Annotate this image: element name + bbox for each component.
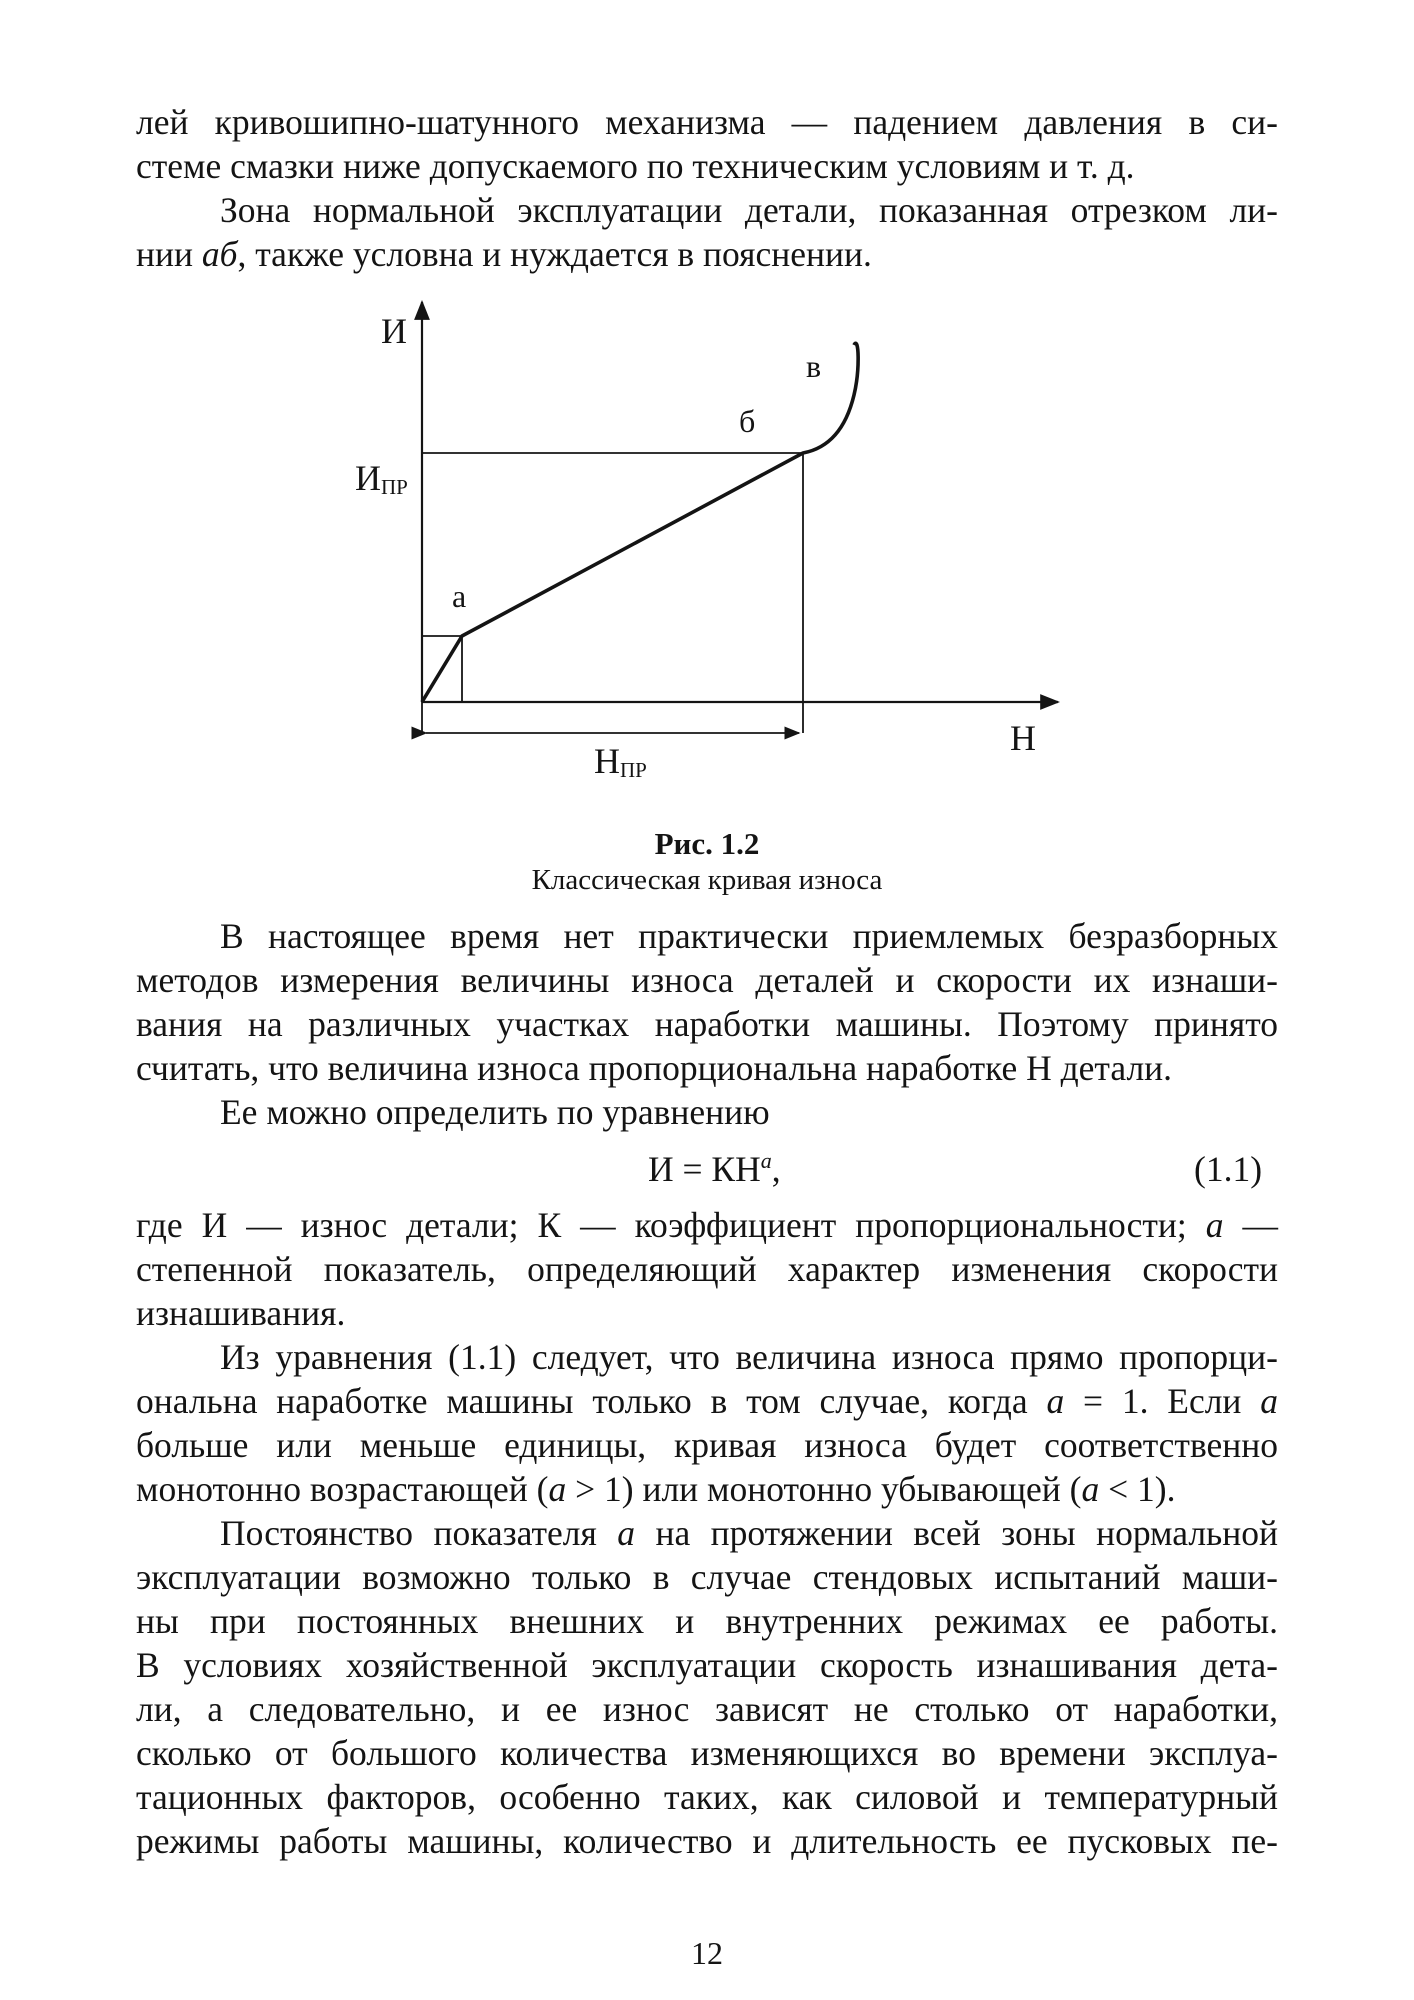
text-line: степенной показатель, определяющий характер изменения скорости (136, 1249, 1278, 1289)
x-axis-label: Н (1010, 718, 1036, 758)
text-line: Ее можно определить по уравнению (220, 1092, 770, 1132)
text-line: Из уравнения (1.1) следует, что величина износа прямо пропорци- (220, 1337, 1278, 1377)
point-b-label: б (739, 403, 756, 439)
text-line: где И — износ детали; К — коэффициент пропорциональности; a — (136, 1205, 1278, 1245)
text-line: нии аб, также условна и нуждается в пояснении. (136, 234, 872, 274)
text-line: больше или меньше единицы, кривая износа будет соответственно (136, 1425, 1278, 1465)
text-line: стеме смазки ниже допускаемого по техническим условиям и т. д. (136, 146, 1135, 186)
text-line: методов измерения величины износа деталей и скорости их изнаши- (136, 960, 1278, 1000)
text-line: монотонно возрастающей (a > 1) или монотонно убывающей (a < 1). (136, 1469, 1176, 1509)
wear-curve (422, 343, 858, 702)
text-line: режимы работы машины, количество и длительность ее пусковых пе- (136, 1821, 1278, 1861)
limit-runtime-label: НПР (594, 741, 647, 782)
text-line: считать, что величина износа пропорциональна наработке Н детали. (136, 1048, 1173, 1088)
point-v-label: в (806, 348, 822, 384)
text-line: лей кривошипно-шатунного механизма — падением давления в си- (136, 102, 1278, 142)
body-text-2 (136, 1203, 1278, 1863)
text-line: эксплуатации возможно только в случае стендовых испытаний маши- (136, 1557, 1278, 1597)
text-line: Зона нормальной эксплуатации детали, показанная отрезком ли- (220, 190, 1278, 230)
text-line: Постоянство показателя a на протяжении всей зоны нормальной (220, 1513, 1278, 1553)
text-line: ли, а следовательно, и ее износ зависят не столько от наработки, (136, 1689, 1278, 1729)
y-axis-label: И (381, 311, 407, 351)
formula: $И = КН^a$, (648, 1148, 781, 1189)
figure-number: Рис. 1.2 (654, 826, 760, 861)
text-line: ны при постоянных внешних и внутренних режимах ее работы. (136, 1601, 1278, 1641)
formula-number: (1.1) (1194, 1149, 1263, 1189)
text-line: вания на различных участках наработки машины. Поэтому принято (136, 1004, 1278, 1044)
page-number: 12 (691, 1935, 723, 1971)
limit-wear-label: ИПР (355, 458, 408, 499)
text-line: ональна наработке машины только в том случае, когда a = 1. Если a (136, 1381, 1278, 1421)
wear-curve-diagram (0, 0, 1414, 860)
body-text-1 (136, 914, 1278, 1134)
wear-curve-figure (0, 0, 1414, 860)
figure-title: Классическая кривая износа (531, 864, 883, 896)
text-line: изнашивания. (136, 1293, 346, 1333)
text-line: В настоящее время нет практически приемлемых безразборных (220, 916, 1278, 956)
text-line: В условиях хозяйственной эксплуатации скорость изнашивания дета- (136, 1645, 1278, 1685)
text-line: тационных факторов, особенно таких, как силовой и температурный (136, 1777, 1278, 1817)
point-a-label: а (452, 578, 467, 614)
text-line: сколько от большого количества изменяющихся во времени эксплуа- (136, 1733, 1278, 1773)
